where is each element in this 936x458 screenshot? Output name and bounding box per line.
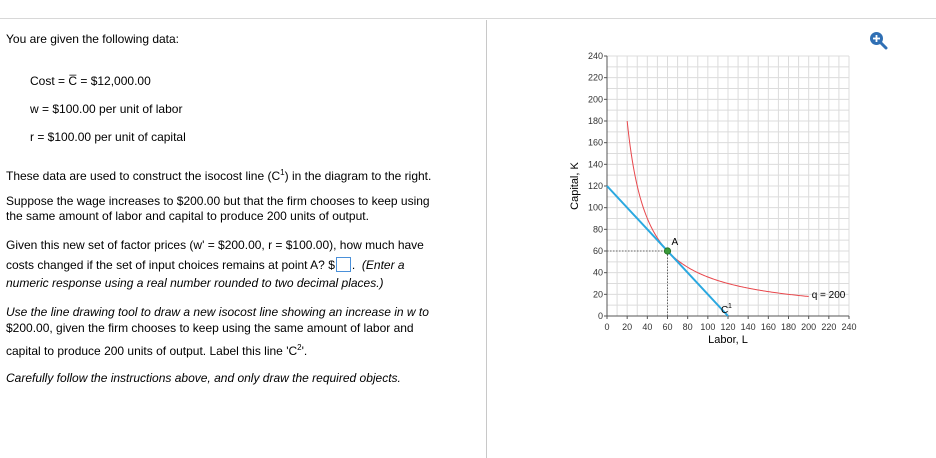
use-line-3: capital to produce 200 units of output. Label this line '$C^2$'. (6, 343, 308, 358)
y-tick-label: 40 (592, 267, 603, 278)
suppose-line-2: the same amount of labor and capital to produce 200 units of output. (6, 209, 369, 223)
x-tick-label: 160 (760, 322, 776, 332)
wage-line: w = $100.00 per unit of labor (30, 102, 183, 116)
x-tick-label: 60 (662, 322, 673, 332)
x-tick-label: 140 (740, 322, 756, 332)
x-tick-label: 220 (821, 322, 837, 332)
y-tick-label: 200 (587, 94, 603, 105)
given-line-1: Given this new set of factor prices (w' = $200.00, r = $100.00), how much have (6, 238, 424, 252)
isocost-c1-label: C (720, 304, 729, 316)
point-a-label: A (671, 237, 679, 248)
y-tick-label: 80 (592, 224, 603, 235)
isocost-sentence: These data are used to construct the isocost line $(C^1)$ in the diagram to the right. (6, 168, 432, 183)
y-tick-label: 20 (592, 289, 603, 300)
y-tick-label: 180 (587, 116, 603, 126)
intro-text: You are given the following data: (6, 32, 180, 46)
x-tick-label: 20 (622, 322, 633, 332)
isoquant-label: q = 200 (811, 290, 846, 302)
x-tick-label: 0 (604, 322, 610, 332)
y-tick-label: 0 (597, 311, 603, 321)
x-tick-label: 120 (720, 322, 736, 332)
x-tick-label: 80 (682, 322, 693, 332)
use-line-2: $200.00, given the firm chooses to keep using the same amount of labor and (6, 321, 414, 335)
x-tick-label: 100 (700, 322, 716, 332)
x-tick-label: 180 (780, 322, 797, 332)
zoom-in-icon[interactable] (868, 30, 888, 50)
y-tick-label: 220 (587, 72, 603, 83)
cost-line: Cost = C̅ = $12,000.00 (30, 74, 151, 88)
given-line-3: numeric response using a real number rounded to two decimal places.) (6, 276, 384, 290)
x-axis-label: Labor, L (708, 334, 748, 346)
careful-note: Carefully follow the instructions above, and only draw the required objects. (6, 371, 401, 385)
y-tick-label: 60 (592, 246, 603, 256)
given-line-2: costs changed if the set of input choices remains at point A? $ . (Enter a (6, 258, 405, 272)
y-tick-label: 120 (587, 181, 603, 191)
point-a-marker[interactable] (664, 248, 670, 254)
chart-grid (607, 56, 849, 316)
suppose-line-1: Suppose the wage increases to $200.00 but that the firm chooses to keep using (6, 194, 430, 208)
y-axis-label: Capital, K (569, 162, 581, 210)
use-line-1: Use the line drawing tool to draw a new isocost line showing an increase in w to (6, 305, 429, 319)
isocost-c1-superscript: 1 (727, 302, 732, 310)
y-tick-label: 100 (587, 202, 603, 213)
y-tick-label: 240 (587, 51, 603, 61)
rent-line: r = $100.00 per unit of capital (30, 130, 186, 144)
y-tick-label: 140 (587, 159, 603, 170)
x-tick-label: 240 (841, 322, 857, 332)
x-tick-label: 200 (801, 322, 817, 332)
y-tick-label: 160 (587, 137, 603, 148)
x-tick-label: 40 (642, 322, 653, 332)
